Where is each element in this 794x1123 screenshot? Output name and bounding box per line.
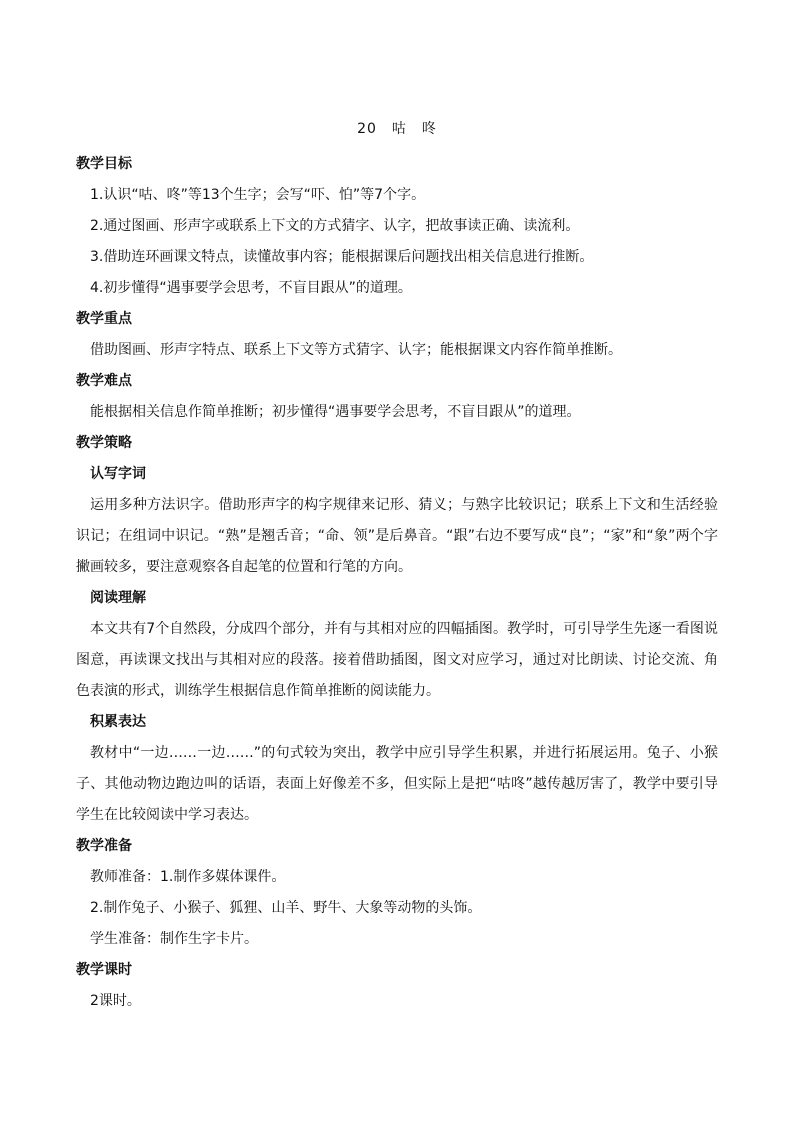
document-body <box>76 149 718 1017</box>
literacy-text: 运用多种方法识字。借助形声字的构字规律来记形、猜义；与熟字比较识记；联系上下文和生活经验识记；在组词中识记。“熟”是翘舌音；“命、领”是后鼻音。“跟”右边不要写成“良”；“家”和“象”两个字撇画较多，要注意观察各自起笔的位置和行笔的方向。 <box>76 497 718 575</box>
expression-subheading: 积累表达 <box>90 714 146 730</box>
goal-item-4: 4.初步懂得“遇事要学会思考，不盲目跟从”的道理。 <box>90 280 412 296</box>
strategy-heading: 教学策略 <box>76 435 132 451</box>
reading-subheading: 阅读理解 <box>90 590 146 606</box>
goals-heading: 教学目标 <box>76 156 132 172</box>
preparation-heading: 教学准备 <box>76 838 132 854</box>
goal-item-1: 1.认识“咕、咚”等13个生字；会写“吓、怕”等7个字。 <box>90 187 426 203</box>
teacher-preparation-2: 2.制作兔子、小猴子、狐狸、山羊、野牛、大象等动物的头饰。 <box>90 900 482 916</box>
teacher-preparation: 教师准备：1.制作多媒体课件。 <box>90 869 286 885</box>
goal-item-3: 3.借助连环画课文特点，读懂故事内容；能根据课后问题找出相关信息进行推断。 <box>90 249 594 265</box>
reading-text: 本文共有7个自然段，分成四个部分，并有与其相对应的四幅插图。教学时，可引导学生先逐一看图说图意，再读课文找出与其相对应的段落。接着借助插图，图文对应学习，通过对比朗读、讨论交流、角色表演的形式，训练学生根据信息作简单推断的阅读能力。 <box>76 621 718 699</box>
difficulties-text: 能根据相关信息作简单推断；初步懂得“遇事要学会思考，不盲目跟从”的道理。 <box>90 404 581 420</box>
key-points-heading: 教学重点 <box>76 311 132 327</box>
lesson-title: 20 咕 咚 <box>357 121 437 137</box>
goal-item-2: 2.通过图画、形声字或联系上下文的方式猜字、认字，把故事读正确、读流利。 <box>90 218 580 234</box>
expression-text: 教材中“一边……一边……”的句式较为突出，教学中应引导学生积累，并进行拓展运用。兔子、小猴子、其他动物边跑边叫的话语，表面上好像差不多，但实际上是把“咕咚”越传越厉害了，教学中要引导学生在比较阅读中学习表达。 <box>76 745 718 823</box>
student-preparation: 学生准备：制作生字卡片。 <box>90 931 258 947</box>
hours-heading: 教学课时 <box>76 962 132 978</box>
key-points-text: 借助图画、形声字特点、联系上下文等方式猜字、认字；能根据课文内容作简单推断。 <box>90 342 622 358</box>
hours-text: 2课时。 <box>90 993 141 1009</box>
literacy-subheading: 认写字词 <box>90 466 146 482</box>
difficulties-heading: 教学难点 <box>76 373 132 389</box>
